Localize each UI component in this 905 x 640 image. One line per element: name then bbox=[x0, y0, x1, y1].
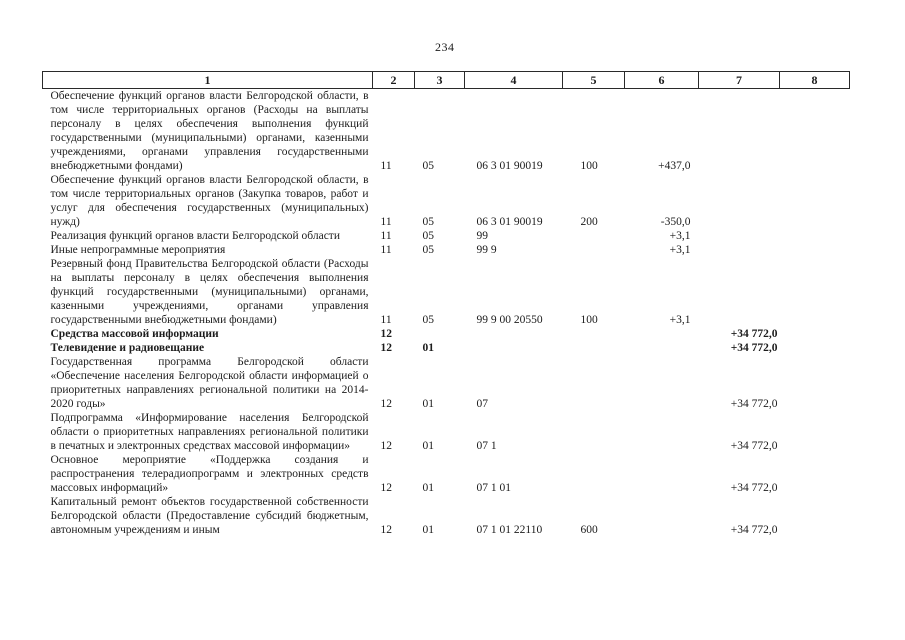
row-amount-col7 bbox=[699, 229, 780, 243]
row-subsection: 05 bbox=[422, 160, 434, 172]
budget-table-container bbox=[42, 71, 849, 537]
row-expense-type bbox=[563, 243, 625, 257]
row-amount-col6: -350,0 bbox=[660, 216, 691, 228]
table-row bbox=[43, 89, 850, 174]
row-target-article: 06 3 01 90019 bbox=[476, 216, 543, 228]
header-col-5: 5 bbox=[563, 72, 625, 89]
row-subsection: 01 bbox=[422, 440, 434, 452]
header-col-4: 4 bbox=[465, 72, 563, 89]
row-section: 11 bbox=[380, 314, 392, 326]
row-amount-col6: +3,1 bbox=[669, 244, 691, 256]
row-target-article bbox=[465, 327, 563, 341]
row-subsection bbox=[415, 327, 465, 341]
row-amount-col6 bbox=[625, 453, 699, 495]
row-amount-col8 bbox=[780, 411, 850, 453]
table-body bbox=[43, 89, 850, 538]
table-row bbox=[43, 173, 850, 229]
header-col-7: 7 bbox=[699, 72, 780, 89]
row-target-article: 07 1 bbox=[476, 440, 497, 452]
row-section: 12 bbox=[380, 524, 392, 536]
row-section: 12 bbox=[380, 482, 392, 494]
row-target-article: 99 9 00 20550 bbox=[476, 314, 543, 326]
row-subsection: 01 bbox=[422, 342, 434, 354]
page-number: 234 bbox=[435, 40, 455, 54]
row-expense-type: 600 bbox=[580, 524, 598, 536]
header-col-8: 8 bbox=[780, 72, 850, 89]
row-amount-col6: +437,0 bbox=[658, 160, 691, 172]
row-description: Телевидение и радиовещание bbox=[50, 342, 205, 354]
row-amount-col8 bbox=[780, 257, 850, 327]
row-section: 12 bbox=[380, 398, 392, 410]
row-section: 12 bbox=[380, 328, 392, 340]
header-col-1: 1 bbox=[43, 72, 373, 89]
row-description: Обеспечение функций органов власти Белгородской области, в том числе территориальных органов (Расходы на выплаты персоналу в целях обеспечения выполнения функций государственными (муниципальными) органами, казенными учреждениями, органами управления государственными внебюджетными фондами) bbox=[50, 90, 369, 172]
row-description: Государственная программа Белгородской области «Обеспечение населения Белгородской области информацией о приоритетных направлениях региональной политики на 2014-2020 годы» bbox=[50, 356, 369, 410]
row-amount-col6 bbox=[625, 327, 699, 341]
header-col-3: 3 bbox=[415, 72, 465, 89]
table-row bbox=[43, 341, 850, 355]
row-amount-col8 bbox=[780, 173, 850, 229]
row-subsection: 05 bbox=[422, 244, 434, 256]
row-description: Капитальный ремонт объектов государственной собственности Белгородской области (Предоставление субсидий бюджетным, автономным учреждениям и иным bbox=[50, 496, 369, 536]
row-subsection: 01 bbox=[422, 524, 434, 536]
table-row bbox=[43, 453, 850, 495]
row-section: 12 bbox=[380, 342, 392, 354]
table-row bbox=[43, 495, 850, 537]
row-amount-col7: +34 772,0 bbox=[730, 482, 778, 494]
table-row bbox=[43, 327, 850, 341]
row-amount-col7 bbox=[699, 257, 780, 327]
row-description: Средства массовой информации bbox=[50, 328, 219, 340]
table-row bbox=[43, 243, 850, 257]
row-target-article: 06 3 01 90019 bbox=[476, 160, 543, 172]
row-amount-col6: +3,1 bbox=[669, 230, 691, 242]
row-target-article: 07 1 01 22110 bbox=[476, 524, 543, 536]
row-amount-col8 bbox=[780, 229, 850, 243]
row-expense-type bbox=[563, 327, 625, 341]
budget-table bbox=[42, 71, 850, 537]
row-expense-type bbox=[563, 341, 625, 355]
row-amount-col8 bbox=[780, 453, 850, 495]
row-target-article: 07 bbox=[476, 398, 488, 410]
row-amount-col7: +34 772,0 bbox=[730, 524, 778, 536]
row-amount-col7 bbox=[699, 173, 780, 229]
row-amount-col7: +34 772,0 bbox=[730, 328, 778, 340]
row-description: Основное мероприятие «Поддержка создания и распространения телерадиопрограмм и электронных средств массовых информаций» bbox=[50, 454, 369, 494]
row-amount-col6 bbox=[625, 411, 699, 453]
table-row bbox=[43, 257, 850, 327]
row-expense-type bbox=[563, 229, 625, 243]
row-amount-col8 bbox=[780, 327, 850, 341]
header-row bbox=[43, 72, 850, 89]
row-target-article: 99 9 bbox=[476, 244, 497, 256]
row-amount-col8 bbox=[780, 355, 850, 411]
row-description: Резервный фонд Правительства Белгородской области (Расходы на выплаты персоналу в целях обеспечения выполнения функций государственными (муниципальными) органами, казенными учреждениями, органами управления государственными внебюджетными фондами) bbox=[50, 258, 369, 326]
row-amount-col7: +34 772,0 bbox=[730, 440, 778, 452]
row-subsection: 05 bbox=[422, 216, 434, 228]
row-expense-type: 100 bbox=[580, 314, 598, 326]
header-col-6: 6 bbox=[625, 72, 699, 89]
row-amount-col6 bbox=[625, 355, 699, 411]
row-amount-col6 bbox=[625, 341, 699, 355]
row-target-article bbox=[465, 341, 563, 355]
row-amount-col7 bbox=[699, 243, 780, 257]
row-expense-type: 200 bbox=[580, 216, 598, 228]
row-amount-col8 bbox=[780, 243, 850, 257]
row-section: 11 bbox=[380, 244, 392, 256]
row-description: Подпрограмма «Информирование населения Белгородской области о приоритетных направлениях региональной политики в печатных и электронных средствах массовой информации» bbox=[50, 412, 369, 452]
row-subsection: 01 bbox=[422, 482, 434, 494]
row-amount-col8 bbox=[780, 89, 850, 174]
row-section: 11 bbox=[380, 160, 392, 172]
table-header bbox=[43, 72, 850, 89]
row-section: 11 bbox=[380, 230, 392, 242]
row-amount-col6 bbox=[625, 495, 699, 537]
row-amount-col7: +34 772,0 bbox=[730, 398, 778, 410]
row-expense-type bbox=[563, 453, 625, 495]
row-amount-col7 bbox=[699, 89, 780, 174]
row-section: 12 bbox=[380, 440, 392, 452]
row-amount-col7: +34 772,0 bbox=[730, 342, 778, 354]
table-row bbox=[43, 411, 850, 453]
row-subsection: 05 bbox=[422, 230, 434, 242]
row-amount-col8 bbox=[780, 341, 850, 355]
row-subsection: 01 bbox=[422, 398, 434, 410]
table-row bbox=[43, 229, 850, 243]
row-target-article: 07 1 01 bbox=[476, 482, 511, 494]
row-section: 11 bbox=[380, 216, 392, 228]
header-col-2: 2 bbox=[373, 72, 415, 89]
row-subsection: 05 bbox=[422, 314, 434, 326]
row-expense-type bbox=[563, 355, 625, 411]
row-description: Реализация функций органов власти Белгородской области bbox=[50, 230, 340, 242]
row-amount-col6: +3,1 bbox=[669, 314, 691, 326]
row-expense-type: 100 bbox=[580, 160, 598, 172]
row-expense-type bbox=[563, 411, 625, 453]
row-description: Обеспечение функций органов власти Белгородской области, в том числе территориальных органов (Закупка товаров, работ и услуг для обеспечения государственных (муниципальных) нужд) bbox=[50, 174, 369, 228]
row-amount-col8 bbox=[780, 495, 850, 537]
row-description: Иные непрограммные мероприятия bbox=[50, 244, 226, 256]
table-row bbox=[43, 355, 850, 411]
row-target-article: 99 bbox=[476, 230, 488, 242]
